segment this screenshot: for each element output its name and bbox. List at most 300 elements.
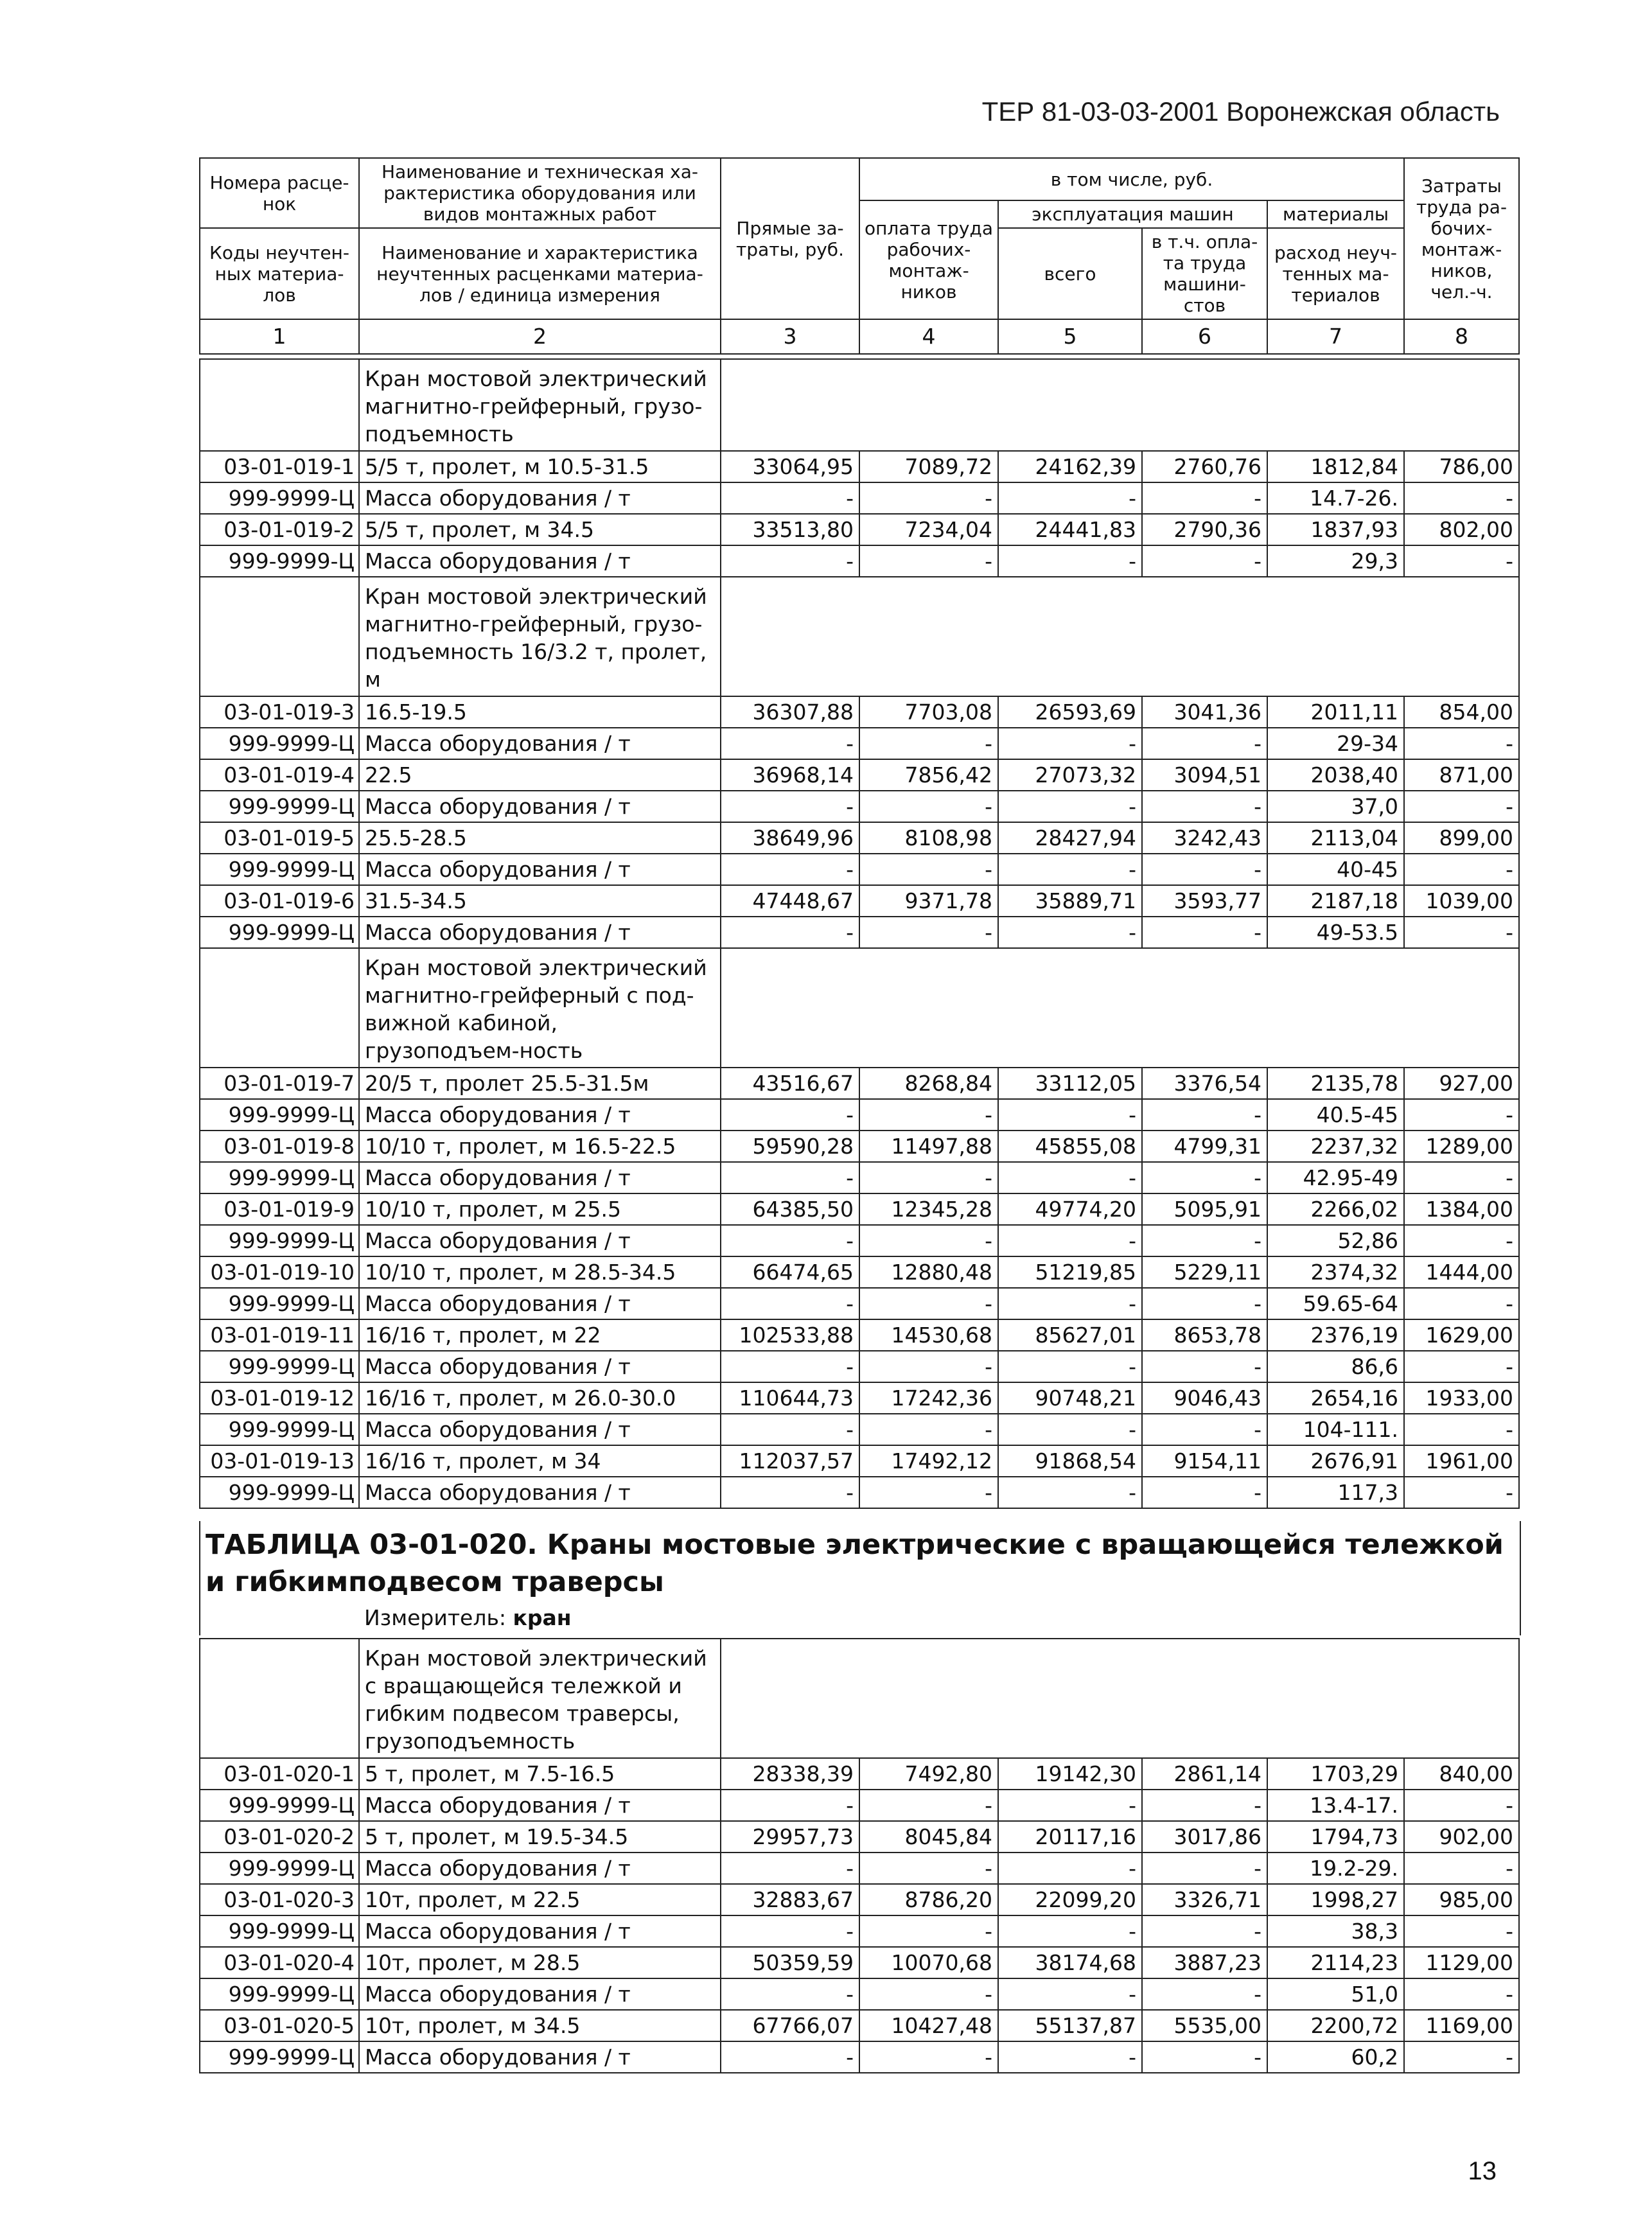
material-code: 999-9999-Ц bbox=[200, 1477, 359, 1508]
rate-code: 03-01-020-4 bbox=[200, 1947, 359, 1978]
rate-value-c4: 17492,12 bbox=[859, 1445, 998, 1477]
table-row bbox=[200, 1382, 1519, 1414]
group-title-spacer bbox=[200, 948, 359, 1068]
rate-name: 5/5 т, пролет, м 34.5 bbox=[359, 514, 721, 545]
rate-code: 03-01-019-12 bbox=[200, 1382, 359, 1414]
material-value-m4: - bbox=[859, 791, 998, 822]
rates-table-020 bbox=[199, 1638, 1520, 2073]
rate-value-c3: 66474,65 bbox=[721, 1256, 859, 1288]
rate-value-c3: 38649,96 bbox=[721, 822, 859, 854]
material-value-m8: - bbox=[1404, 1477, 1519, 1508]
rate-value-c8: 1961,00 bbox=[1404, 1445, 1519, 1477]
material-value-m6: - bbox=[1142, 1853, 1267, 1884]
column-number: 1 bbox=[200, 319, 359, 354]
table-020-title-block bbox=[199, 1521, 1521, 1635]
material-value-m5: - bbox=[998, 1225, 1142, 1256]
rate-code: 03-01-019-9 bbox=[200, 1193, 359, 1225]
rate-value-c5: 51219,85 bbox=[998, 1256, 1142, 1288]
material-value-m3: - bbox=[721, 1351, 859, 1382]
material-value-m8: - bbox=[1404, 1853, 1519, 1884]
material-code: 999-9999-Ц bbox=[200, 1414, 359, 1445]
rate-value-c4: 17242,36 bbox=[859, 1382, 998, 1414]
material-code: 999-9999-Ц bbox=[200, 1978, 359, 2010]
material-value-m5: - bbox=[998, 1477, 1142, 1508]
material-value-m7: 60,2 bbox=[1267, 2041, 1404, 2073]
material-row bbox=[200, 791, 1519, 822]
column-number: 7 bbox=[1267, 319, 1404, 354]
table-020-meter bbox=[200, 1601, 1520, 1635]
rate-value-c5: 27073,32 bbox=[998, 759, 1142, 791]
material-value-m4: - bbox=[859, 1790, 998, 1821]
group-title: Кран мостовой электрический магнитно-грейферный, грузо-подъемность bbox=[359, 359, 721, 451]
rate-value-c3: 36968,14 bbox=[721, 759, 859, 791]
material-value-m4: - bbox=[859, 728, 998, 759]
rate-value-c3: 33064,95 bbox=[721, 451, 859, 482]
rate-name: 20/5 т, пролет 25.5-31.5м bbox=[359, 1068, 721, 1099]
table-row bbox=[200, 885, 1519, 917]
table-row bbox=[200, 1131, 1519, 1162]
material-value-m6: - bbox=[1142, 482, 1267, 514]
material-value-m3: - bbox=[721, 1288, 859, 1319]
material-name: Масса оборудования / т bbox=[359, 1225, 721, 1256]
material-value-m6: - bbox=[1142, 1225, 1267, 1256]
material-value-m4: - bbox=[859, 1162, 998, 1193]
table-row bbox=[200, 1256, 1519, 1288]
rate-value-c8: 1289,00 bbox=[1404, 1131, 1519, 1162]
material-code: 999-9999-Ц bbox=[200, 854, 359, 885]
rate-value-c8: 899,00 bbox=[1404, 822, 1519, 854]
material-name: Масса оборудования / т bbox=[359, 1351, 721, 1382]
table-row bbox=[200, 1884, 1519, 1915]
material-value-m5: - bbox=[998, 1162, 1142, 1193]
material-row bbox=[200, 1162, 1519, 1193]
group-title-spacer bbox=[200, 1639, 359, 1758]
material-name: Масса оборудования / т bbox=[359, 854, 721, 885]
rate-code: 03-01-020-3 bbox=[200, 1884, 359, 1915]
rate-value-c6: 3593,77 bbox=[1142, 885, 1267, 917]
header-material-names: Наименование и характеристика неучтенных расценками материа-лов / единица измерения bbox=[359, 228, 721, 319]
material-value-m8: - bbox=[1404, 545, 1519, 577]
rates-table-019 bbox=[199, 358, 1520, 1509]
rate-name: 16/16 т, пролет, м 22 bbox=[359, 1319, 721, 1351]
rate-value-c3: 50359,59 bbox=[721, 1947, 859, 1978]
material-name: Масса оборудования / т bbox=[359, 917, 721, 948]
rate-value-c8: 802,00 bbox=[1404, 514, 1519, 545]
material-value-m7: 19.2-29. bbox=[1267, 1853, 1404, 1884]
column-number: 2 bbox=[359, 319, 721, 354]
material-code: 999-9999-Ц bbox=[200, 917, 359, 948]
material-value-m7: 13.4-17. bbox=[1267, 1790, 1404, 1821]
material-value-m4: - bbox=[859, 1414, 998, 1445]
rate-value-c4: 12345,28 bbox=[859, 1193, 998, 1225]
header-machine-operation: эксплуатация машин bbox=[998, 200, 1267, 228]
material-value-m7: 40.5-45 bbox=[1267, 1099, 1404, 1131]
rate-value-c5: 49774,20 bbox=[998, 1193, 1142, 1225]
rate-value-c8: 1129,00 bbox=[1404, 1947, 1519, 1978]
table-row bbox=[200, 451, 1519, 482]
material-value-m3: - bbox=[721, 854, 859, 885]
material-value-m3: - bbox=[721, 917, 859, 948]
column-number: 6 bbox=[1142, 319, 1267, 354]
material-value-m3: - bbox=[721, 482, 859, 514]
material-value-m3: - bbox=[721, 2041, 859, 2073]
rate-value-c4: 7492,80 bbox=[859, 1758, 998, 1790]
material-value-m5: - bbox=[998, 917, 1142, 948]
rate-value-c6: 4799,31 bbox=[1142, 1131, 1267, 1162]
rate-value-c3: 32883,67 bbox=[721, 1884, 859, 1915]
rate-value-c8: 840,00 bbox=[1404, 1758, 1519, 1790]
rate-value-c5: 35889,71 bbox=[998, 885, 1142, 917]
material-row bbox=[200, 482, 1519, 514]
rate-value-c6: 2760,76 bbox=[1142, 451, 1267, 482]
rate-value-c3: 102533,88 bbox=[721, 1319, 859, 1351]
rate-value-c8: 854,00 bbox=[1404, 696, 1519, 728]
table-row bbox=[200, 1193, 1519, 1225]
header-material-codes: Коды неучтен-ных материа-лов bbox=[200, 228, 359, 319]
material-value-m7: 117,3 bbox=[1267, 1477, 1404, 1508]
rate-value-c3: 36307,88 bbox=[721, 696, 859, 728]
rate-value-c6: 3376,54 bbox=[1142, 1068, 1267, 1099]
table-row bbox=[200, 1319, 1519, 1351]
rate-value-c7: 2114,23 bbox=[1267, 1947, 1404, 1978]
page-number: 13 bbox=[1468, 2157, 1497, 2185]
rate-value-c7: 2237,32 bbox=[1267, 1131, 1404, 1162]
material-value-m7: 42.95-49 bbox=[1267, 1162, 1404, 1193]
material-value-m6: - bbox=[1142, 791, 1267, 822]
material-code: 999-9999-Ц bbox=[200, 1162, 359, 1193]
rate-name: 5/5 т, пролет, м 10.5-31.5 bbox=[359, 451, 721, 482]
material-value-m4: - bbox=[859, 545, 998, 577]
material-value-m7: 40-45 bbox=[1267, 854, 1404, 885]
header-machine-total: всего bbox=[998, 228, 1142, 319]
rate-value-c3: 29957,73 bbox=[721, 1821, 859, 1853]
material-code: 999-9999-Ц bbox=[200, 482, 359, 514]
rate-code: 03-01-019-11 bbox=[200, 1319, 359, 1351]
material-value-m8: - bbox=[1404, 854, 1519, 885]
rate-value-c5: 90748,21 bbox=[998, 1382, 1142, 1414]
rate-name: 22.5 bbox=[359, 759, 721, 791]
rate-value-c6: 3242,43 bbox=[1142, 822, 1267, 854]
material-value-m4: - bbox=[859, 1288, 998, 1319]
material-value-m4: - bbox=[859, 1978, 998, 2010]
material-value-m5: - bbox=[998, 1414, 1142, 1445]
material-value-m4: - bbox=[859, 1099, 998, 1131]
material-row bbox=[200, 1978, 1519, 2010]
rate-value-c6: 5095,91 bbox=[1142, 1193, 1267, 1225]
material-value-m5: - bbox=[998, 791, 1142, 822]
material-value-m3: - bbox=[721, 545, 859, 577]
material-row bbox=[200, 545, 1519, 577]
material-value-m5: - bbox=[998, 1915, 1142, 1947]
material-value-m6: - bbox=[1142, 728, 1267, 759]
rate-value-c3: 47448,67 bbox=[721, 885, 859, 917]
material-value-m6: - bbox=[1142, 1978, 1267, 2010]
material-value-m6: - bbox=[1142, 1414, 1267, 1445]
rate-value-c3: 64385,50 bbox=[721, 1193, 859, 1225]
material-code: 999-9999-Ц bbox=[200, 545, 359, 577]
material-code: 999-9999-Ц bbox=[200, 1225, 359, 1256]
header-workers-pay: оплата труда рабочих-монтаж-ников bbox=[859, 200, 998, 319]
rate-value-c3: 112037,57 bbox=[721, 1445, 859, 1477]
rate-value-c7: 2654,16 bbox=[1267, 1382, 1404, 1414]
rate-value-c4: 8786,20 bbox=[859, 1884, 998, 1915]
material-value-m3: - bbox=[721, 1414, 859, 1445]
rate-value-c8: 927,00 bbox=[1404, 1068, 1519, 1099]
material-value-m7: 29-34 bbox=[1267, 728, 1404, 759]
rate-value-c4: 11497,88 bbox=[859, 1131, 998, 1162]
material-value-m8: - bbox=[1404, 482, 1519, 514]
material-value-m4: - bbox=[859, 854, 998, 885]
rate-value-c6: 5229,11 bbox=[1142, 1256, 1267, 1288]
group-title-row bbox=[200, 1639, 1519, 1758]
rate-value-c7: 1998,27 bbox=[1267, 1884, 1404, 1915]
rate-value-c6: 3887,23 bbox=[1142, 1947, 1267, 1978]
rate-value-c7: 2113,04 bbox=[1267, 822, 1404, 854]
rate-value-c6: 8653,78 bbox=[1142, 1319, 1267, 1351]
material-row bbox=[200, 1288, 1519, 1319]
table-020-title: ТАБЛИЦА 03-01-020. Краны мостовые электрические с вращающейся тележкой и гибкимподвесом траверсы bbox=[206, 1529, 1504, 1598]
material-value-m8: - bbox=[1404, 1351, 1519, 1382]
rate-value-c5: 19142,30 bbox=[998, 1758, 1142, 1790]
rate-value-c7: 2011,11 bbox=[1267, 696, 1404, 728]
header-labor-costs: Затраты труда ра-бочих-монтаж-ников, чел.-ч. bbox=[1404, 158, 1519, 319]
group-title-spacer bbox=[200, 577, 359, 696]
rate-name: 10т, пролет, м 28.5 bbox=[359, 1947, 721, 1978]
rate-value-c8: 786,00 bbox=[1404, 451, 1519, 482]
rate-value-c6: 3017,86 bbox=[1142, 1821, 1267, 1853]
material-value-m7: 29,3 bbox=[1267, 545, 1404, 577]
header-equipment-name: Наименование и техническая ха-рактеристика оборудования или видов монтажных работ bbox=[359, 158, 721, 228]
rate-value-c6: 3041,36 bbox=[1142, 696, 1267, 728]
rate-value-c5: 38174,68 bbox=[998, 1947, 1142, 1978]
material-row bbox=[200, 1414, 1519, 1445]
table-row bbox=[200, 2010, 1519, 2041]
rate-value-c7: 2200,72 bbox=[1267, 2010, 1404, 2041]
table-row bbox=[200, 822, 1519, 854]
rate-code: 03-01-019-1 bbox=[200, 451, 359, 482]
material-value-m5: - bbox=[998, 854, 1142, 885]
header-rate-numbers: Номера расце-нок bbox=[200, 158, 359, 228]
rate-name: 5 т, пролет, м 19.5-34.5 bbox=[359, 1821, 721, 1853]
material-code: 999-9999-Ц bbox=[200, 2041, 359, 2073]
material-name: Масса оборудования / т bbox=[359, 1162, 721, 1193]
material-value-m6: - bbox=[1142, 854, 1267, 885]
material-value-m6: - bbox=[1142, 1915, 1267, 1947]
column-number: 3 bbox=[721, 319, 859, 354]
material-value-m5: - bbox=[998, 2041, 1142, 2073]
group-title-spacer bbox=[200, 359, 359, 451]
rate-value-c4: 10070,68 bbox=[859, 1947, 998, 1978]
header-including: в том числе, руб. bbox=[859, 158, 1404, 200]
material-value-m3: - bbox=[721, 728, 859, 759]
group-title-spacer bbox=[721, 359, 1519, 451]
material-value-m8: - bbox=[1404, 1099, 1519, 1131]
column-number: 8 bbox=[1404, 319, 1519, 354]
material-value-m5: - bbox=[998, 545, 1142, 577]
material-value-m7: 37,0 bbox=[1267, 791, 1404, 822]
rate-code: 03-01-019-10 bbox=[200, 1256, 359, 1288]
rate-code: 03-01-020-5 bbox=[200, 2010, 359, 2041]
material-value-m6: - bbox=[1142, 545, 1267, 577]
rate-value-c3: 110644,73 bbox=[721, 1382, 859, 1414]
table-row bbox=[200, 1068, 1519, 1099]
rate-value-c7: 2376,19 bbox=[1267, 1319, 1404, 1351]
rate-value-c7: 1812,84 bbox=[1267, 451, 1404, 482]
material-row bbox=[200, 1225, 1519, 1256]
table-row bbox=[200, 514, 1519, 545]
material-row bbox=[200, 1477, 1519, 1508]
rate-value-c4: 10427,48 bbox=[859, 2010, 998, 2041]
meter-value: кран bbox=[513, 1605, 572, 1630]
material-value-m3: - bbox=[721, 1978, 859, 2010]
rate-name: 16/16 т, пролет, м 26.0-30.0 bbox=[359, 1382, 721, 1414]
material-row bbox=[200, 854, 1519, 885]
rate-value-c8: 985,00 bbox=[1404, 1884, 1519, 1915]
material-value-m5: - bbox=[998, 1790, 1142, 1821]
table-row bbox=[200, 696, 1519, 728]
rate-value-c8: 871,00 bbox=[1404, 759, 1519, 791]
material-value-m5: - bbox=[998, 1099, 1142, 1131]
rate-code: 03-01-019-6 bbox=[200, 885, 359, 917]
rate-code: 03-01-019-7 bbox=[200, 1068, 359, 1099]
material-value-m8: - bbox=[1404, 1414, 1519, 1445]
rate-value-c4: 7089,72 bbox=[859, 451, 998, 482]
rate-value-c5: 28427,94 bbox=[998, 822, 1142, 854]
header-unaccounted-materials: расход неуч-тенных ма-териалов bbox=[1267, 228, 1404, 319]
rate-value-c5: 20117,16 bbox=[998, 1821, 1142, 1853]
rate-name: 10/10 т, пролет, м 16.5-22.5 bbox=[359, 1131, 721, 1162]
rate-value-c7: 1794,73 bbox=[1267, 1821, 1404, 1853]
header-materials: материалы bbox=[1267, 200, 1404, 228]
material-value-m4: - bbox=[859, 917, 998, 948]
material-value-m7: 104-111. bbox=[1267, 1414, 1404, 1445]
material-value-m4: - bbox=[859, 1351, 998, 1382]
material-name: Масса оборудования / т bbox=[359, 1853, 721, 1884]
rate-value-c3: 33513,80 bbox=[721, 514, 859, 545]
material-name: Масса оборудования / т bbox=[359, 2041, 721, 2073]
rate-value-c7: 2187,18 bbox=[1267, 885, 1404, 917]
rate-name: 5 т, пролет, м 7.5-16.5 bbox=[359, 1758, 721, 1790]
material-value-m4: - bbox=[859, 2041, 998, 2073]
material-value-m6: - bbox=[1142, 1162, 1267, 1193]
material-value-m8: - bbox=[1404, 917, 1519, 948]
column-number: 5 bbox=[998, 319, 1142, 354]
material-value-m8: - bbox=[1404, 1225, 1519, 1256]
material-row bbox=[200, 728, 1519, 759]
group-title-row bbox=[200, 948, 1519, 1068]
group-title: Кран мостовой электрический с вращающейся тележкой и гибким подвесом траверсы, грузоподъемность bbox=[359, 1639, 721, 1758]
material-value-m3: - bbox=[721, 1225, 859, 1256]
rate-value-c5: 24162,39 bbox=[998, 451, 1142, 482]
column-number: 4 bbox=[859, 319, 998, 354]
material-value-m4: - bbox=[859, 1915, 998, 1947]
rate-value-c8: 1384,00 bbox=[1404, 1193, 1519, 1225]
group-title: Кран мостовой электрический магнитно-грейферный, грузо-подъемность 16/3.2 т, пролет, м bbox=[359, 577, 721, 696]
material-name: Масса оборудования / т bbox=[359, 1414, 721, 1445]
material-value-m8: - bbox=[1404, 1790, 1519, 1821]
material-row bbox=[200, 1790, 1519, 1821]
page-header: ТЕР 81-03-03-2001 Воронежская область bbox=[981, 96, 1500, 127]
rate-value-c6: 9046,43 bbox=[1142, 1382, 1267, 1414]
rate-value-c8: 1444,00 bbox=[1404, 1256, 1519, 1288]
material-value-m3: - bbox=[721, 791, 859, 822]
rate-value-c6: 2861,14 bbox=[1142, 1758, 1267, 1790]
rate-name: 10т, пролет, м 34.5 bbox=[359, 2010, 721, 2041]
material-value-m7: 38,3 bbox=[1267, 1915, 1404, 1947]
material-name: Масса оборудования / т bbox=[359, 1915, 721, 1947]
rate-value-c8: 1169,00 bbox=[1404, 2010, 1519, 2041]
material-value-m8: - bbox=[1404, 2041, 1519, 2073]
group-title: Кран мостовой электрический магнитно-грейферный с под-вижной кабиной, грузоподъем-ность bbox=[359, 948, 721, 1068]
rate-name: 10т, пролет, м 22.5 bbox=[359, 1884, 721, 1915]
rate-code: 03-01-019-13 bbox=[200, 1445, 359, 1477]
rate-value-c6: 9154,11 bbox=[1142, 1445, 1267, 1477]
rate-value-c7: 2676,91 bbox=[1267, 1445, 1404, 1477]
table-row bbox=[200, 1445, 1519, 1477]
material-code: 999-9999-Ц bbox=[200, 1351, 359, 1382]
material-value-m8: - bbox=[1404, 728, 1519, 759]
rate-name: 10/10 т, пролет, м 25.5 bbox=[359, 1193, 721, 1225]
rate-value-c4: 8108,98 bbox=[859, 822, 998, 854]
material-value-m5: - bbox=[998, 728, 1142, 759]
rate-code: 03-01-019-2 bbox=[200, 514, 359, 545]
rate-value-c8: 1933,00 bbox=[1404, 1382, 1519, 1414]
material-value-m6: - bbox=[1142, 917, 1267, 948]
material-name: Масса оборудования / т bbox=[359, 482, 721, 514]
material-value-m6: - bbox=[1142, 1351, 1267, 1382]
material-code: 999-9999-Ц bbox=[200, 1853, 359, 1884]
rate-code: 03-01-019-5 bbox=[200, 822, 359, 854]
material-row bbox=[200, 2041, 1519, 2073]
rate-value-c7: 2135,78 bbox=[1267, 1068, 1404, 1099]
material-name: Масса оборудования / т bbox=[359, 545, 721, 577]
material-value-m4: - bbox=[859, 1225, 998, 1256]
rate-value-c6: 2790,36 bbox=[1142, 514, 1267, 545]
rate-value-c5: 24441,83 bbox=[998, 514, 1142, 545]
table-row bbox=[200, 1758, 1519, 1790]
material-value-m4: - bbox=[859, 482, 998, 514]
material-value-m3: - bbox=[721, 1915, 859, 1947]
material-value-m6: - bbox=[1142, 1288, 1267, 1319]
material-value-m6: - bbox=[1142, 1477, 1267, 1508]
rate-value-c4: 9371,78 bbox=[859, 885, 998, 917]
material-code: 999-9999-Ц bbox=[200, 791, 359, 822]
material-value-m3: - bbox=[721, 1162, 859, 1193]
rate-name: 25.5-28.5 bbox=[359, 822, 721, 854]
rate-name: 16.5-19.5 bbox=[359, 696, 721, 728]
rate-value-c8: 902,00 bbox=[1404, 1821, 1519, 1853]
material-name: Масса оборудования / т bbox=[359, 1790, 721, 1821]
group-title-row bbox=[200, 577, 1519, 696]
material-name: Масса оборудования / т bbox=[359, 1099, 721, 1131]
material-value-m3: - bbox=[721, 1853, 859, 1884]
material-value-m3: - bbox=[721, 1477, 859, 1508]
rate-value-c4: 7856,42 bbox=[859, 759, 998, 791]
rate-value-c3: 67766,07 bbox=[721, 2010, 859, 2041]
table-row bbox=[200, 1821, 1519, 1853]
material-value-m4: - bbox=[859, 1477, 998, 1508]
material-value-m3: - bbox=[721, 1099, 859, 1131]
table-row bbox=[200, 1947, 1519, 1978]
material-name: Масса оборудования / т bbox=[359, 1477, 721, 1508]
material-row bbox=[200, 917, 1519, 948]
material-code: 999-9999-Ц bbox=[200, 1915, 359, 1947]
material-value-m5: - bbox=[998, 1288, 1142, 1319]
material-value-m7: 51,0 bbox=[1267, 1978, 1404, 2010]
material-code: 999-9999-Ц bbox=[200, 1790, 359, 1821]
rate-name: 31.5-34.5 bbox=[359, 885, 721, 917]
header-direct-costs: Прямые за-траты, руб. bbox=[721, 158, 859, 319]
